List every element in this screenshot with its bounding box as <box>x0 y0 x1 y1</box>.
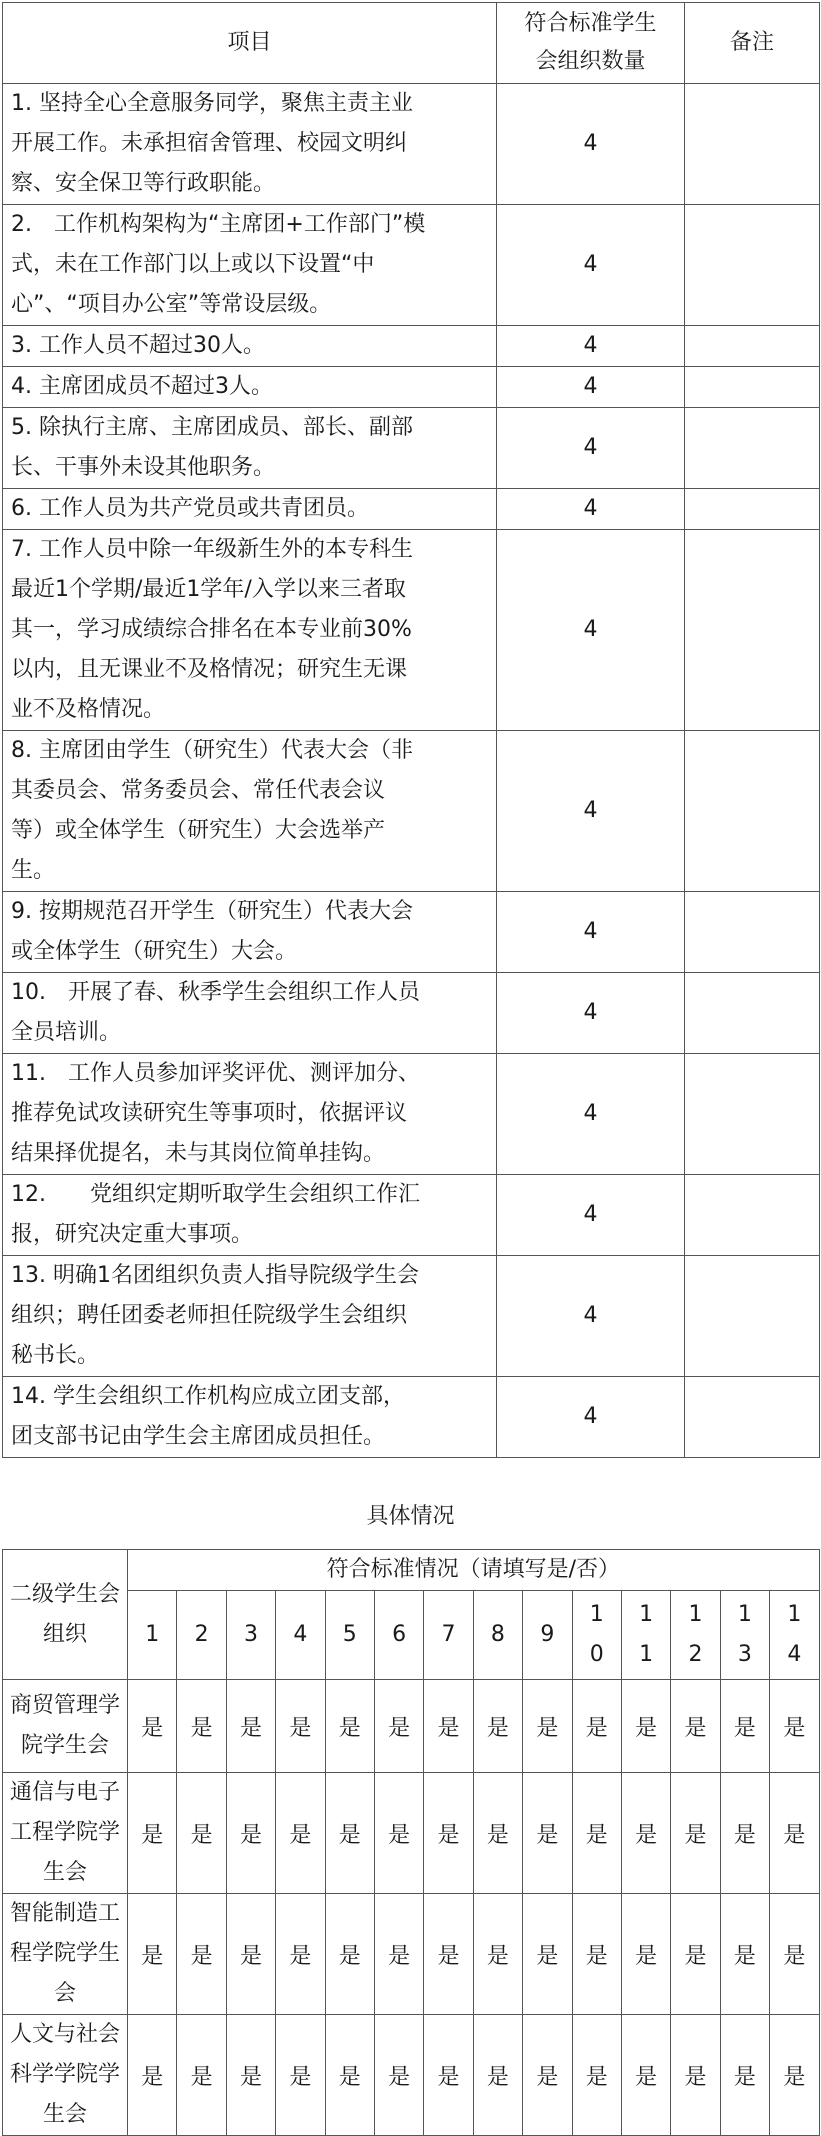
item-cell <box>3 1054 497 1175</box>
compliance-value: 是 <box>177 1680 226 1773</box>
item-text-line: 4. 主席团成员不超过3人。 <box>11 374 273 399</box>
item-text-line: 推荐免试攻读研究生等事项时，依据评议 <box>11 1101 408 1126</box>
criterion-number <box>572 1591 621 1680</box>
standards-row <box>3 892 820 973</box>
section-title: 具体情况 <box>366 1503 455 1529</box>
criterion-number <box>424 1591 473 1680</box>
org-name-line: 生会 <box>42 1860 87 1885</box>
compliance-value: 是 <box>374 1680 423 1773</box>
compliance-value: 是 <box>572 1773 621 1894</box>
item-text-line: 1. 坚持全心全意服务同学，聚焦主责主业 <box>11 91 413 116</box>
compliance-value: 是 <box>572 1894 621 2015</box>
compliance-value: 是 <box>621 1894 670 2015</box>
header-count-line-1: 符合标准学生 <box>524 11 657 36</box>
item-text-line: 12. 党组织定期听取学生会组织工作汇 <box>11 1182 420 1207</box>
item-text-line: 等）或全体学生（研究生）大会选举产 <box>11 818 386 843</box>
detail-header <box>3 1550 820 1680</box>
criterion-number <box>770 1591 820 1680</box>
item-text-line: 全员培训。 <box>11 1020 122 1045</box>
compliance-value: 是 <box>671 2015 720 2136</box>
org-name-line: 生会 <box>42 2102 87 2127</box>
count-cell: 4 <box>497 973 685 1054</box>
item-text-line: 11. 工作人员参加评奖评优、测评加分、 <box>11 1061 420 1086</box>
compliance-value: 是 <box>671 1773 720 1894</box>
compliance-value: 是 <box>770 1894 820 2015</box>
item-text-line: 其一，学习成绩综合排名在本专业前30% <box>11 617 412 642</box>
detail-row <box>3 1680 820 1773</box>
item-cell <box>3 1256 497 1377</box>
standards-row <box>3 1175 820 1256</box>
compliance-value: 是 <box>671 1894 720 2015</box>
compliance-value: 是 <box>374 1773 423 1894</box>
count-cell: 4 <box>497 84 685 205</box>
item-text-line: 7. 工作人员中除一年级新生外的本专科生 <box>11 537 413 562</box>
compliance-value: 是 <box>276 2015 325 2136</box>
compliance-value: 是 <box>770 1680 820 1773</box>
count-cell: 4 <box>497 367 685 408</box>
compliance-value: 是 <box>621 1680 670 1773</box>
item-text-line: 14. 学生会组织工作机构应成立团支部， <box>11 1384 405 1409</box>
item-text-line: 其委员会、常务委员会、常任代表会议 <box>11 778 386 803</box>
criterion-number-line: 2 <box>688 1642 703 1667</box>
compliance-value: 是 <box>523 1773 572 1894</box>
org-name-line: 通信与电子 <box>9 1780 120 1805</box>
item-cell <box>3 326 497 367</box>
standards-row <box>3 731 820 892</box>
item-text-line: 长、干事外未设其他职务。 <box>11 455 276 480</box>
item-cell <box>3 973 497 1054</box>
compliance-value: 是 <box>720 1680 769 1773</box>
item-cell <box>3 731 497 892</box>
header-count-line-2: 会组织数量 <box>535 49 646 74</box>
compliance-value: 是 <box>325 2015 374 2136</box>
org-name <box>3 1894 128 2015</box>
note-cell <box>685 973 820 1054</box>
item-text-line: 秘书长。 <box>11 1343 100 1368</box>
criterion-number <box>621 1591 670 1680</box>
criterion-number <box>671 1591 720 1680</box>
standards-row <box>3 408 820 489</box>
item-text-line: 10. 开展了春、秋季学生会组织工作人员 <box>11 980 420 1005</box>
note-cell <box>685 408 820 489</box>
standards-body <box>3 84 820 1458</box>
count-cell: 4 <box>497 731 685 892</box>
item-text-line: 团支部书记由学生会主席团成员担任。 <box>11 1424 386 1449</box>
compliance-value: 是 <box>523 2015 572 2136</box>
note-cell <box>685 205 820 326</box>
note-cell <box>685 84 820 205</box>
note-cell <box>685 326 820 367</box>
item-cell <box>3 1377 497 1458</box>
compliance-value: 是 <box>473 2015 522 2136</box>
item-cell <box>3 367 497 408</box>
count-cell: 4 <box>497 1054 685 1175</box>
criterion-number <box>177 1591 226 1680</box>
org-header-line: 二级学生会 <box>9 1581 120 1607</box>
count-cell: 4 <box>497 892 685 973</box>
criterion-number-line: 6 <box>392 1622 407 1647</box>
detail-row <box>3 1894 820 2015</box>
detail-row <box>3 2015 820 2136</box>
count-cell: 4 <box>497 205 685 326</box>
criterion-number <box>720 1591 769 1680</box>
item-text-line: 6. 工作人员为共产党员或共青团员。 <box>11 496 369 521</box>
item-cell <box>3 1175 497 1256</box>
compliance-value: 是 <box>720 1773 769 1894</box>
compliance-value: 是 <box>621 1773 670 1894</box>
standards-row <box>3 530 820 731</box>
item-text-line: 最近1个学期/最近1学年/入学以来三者取 <box>11 577 406 602</box>
compliance-value: 是 <box>226 1773 275 1894</box>
compliance-value: 是 <box>177 2015 226 2136</box>
compliance-value: 是 <box>473 1773 522 1894</box>
criterion-number-line: 4 <box>293 1622 308 1647</box>
item-text-line: 结果择优提名，未与其岗位简单挂钩。 <box>11 1141 386 1166</box>
criterion-number-line: 5 <box>342 1622 357 1647</box>
org-name-line: 智能制造工 <box>9 1901 120 1926</box>
item-text-line: 9. 按期规范召开学生（研究生）代表大会 <box>11 899 413 924</box>
standards-row <box>3 84 820 205</box>
note-cell <box>685 367 820 408</box>
compliance-value: 是 <box>720 2015 769 2136</box>
item-cell <box>3 489 497 530</box>
org-name-line: 商贸管理学 <box>9 1693 120 1718</box>
detail-body <box>3 1680 820 2136</box>
standards-row <box>3 367 820 408</box>
org-name-line: 会 <box>53 1981 76 2006</box>
item-cell <box>3 205 497 326</box>
criterion-number-line: 1 <box>639 1642 654 1667</box>
compliance-value: 是 <box>128 1894 177 2015</box>
compliance-value: 是 <box>572 2015 621 2136</box>
criterion-number-line: 1 <box>737 1602 752 1627</box>
org-name <box>3 1773 128 1894</box>
standards-row <box>3 205 820 326</box>
criteria-span-header: 符合标准情况（请填写是/否） <box>128 1550 820 1591</box>
criterion-number-line: 1 <box>787 1602 802 1627</box>
criterion-number <box>325 1591 374 1680</box>
count-cell: 4 <box>497 1175 685 1256</box>
note-cell <box>685 1175 820 1256</box>
criterion-number-line: 7 <box>441 1622 456 1647</box>
criterion-number <box>473 1591 522 1680</box>
detail-table <box>2 1549 820 2136</box>
criterion-number-line: 3 <box>737 1642 752 1667</box>
criterion-number-line: 8 <box>490 1622 505 1647</box>
detail-row <box>3 1773 820 1894</box>
compliance-value: 是 <box>424 1894 473 2015</box>
header-count <box>497 3 685 84</box>
item-text-line: 心”、“项目办公室”等常设层级。 <box>11 292 332 317</box>
criterion-number <box>276 1591 325 1680</box>
standards-table <box>2 2 820 1458</box>
standards-row <box>3 1377 820 1458</box>
criterion-number <box>374 1591 423 1680</box>
note-cell <box>685 530 820 731</box>
criterion-number-line: 1 <box>639 1602 654 1627</box>
criterion-number-line: 4 <box>787 1642 802 1667</box>
compliance-value: 是 <box>523 1894 572 2015</box>
compliance-value: 是 <box>177 1894 226 2015</box>
header-note: 备注 <box>685 3 820 84</box>
criterion-number <box>128 1591 177 1680</box>
note-cell <box>685 489 820 530</box>
item-text-line: 开展工作。未承担宿舍管理、校园文明纠 <box>11 131 408 156</box>
compliance-value: 是 <box>325 1894 374 2015</box>
criterion-number-line: 1 <box>145 1622 160 1647</box>
criterion-number <box>226 1591 275 1680</box>
criterion-number-line: 9 <box>540 1622 555 1647</box>
org-header-line: 组织 <box>42 1621 87 1647</box>
criterion-number-line: 1 <box>688 1602 703 1627</box>
compliance-value: 是 <box>226 1894 275 2015</box>
standards-row <box>3 1256 820 1377</box>
compliance-value: 是 <box>572 1680 621 1773</box>
item-cell <box>3 892 497 973</box>
note-cell <box>685 892 820 973</box>
item-cell <box>3 84 497 205</box>
compliance-value: 是 <box>424 2015 473 2136</box>
compliance-value: 是 <box>226 1680 275 1773</box>
item-cell <box>3 408 497 489</box>
item-text-line: 察、安全保卫等行政职能。 <box>11 171 276 196</box>
header-item: 项目 <box>3 3 497 84</box>
note-cell <box>685 1377 820 1458</box>
standards-row <box>3 326 820 367</box>
compliance-value: 是 <box>374 1894 423 2015</box>
detail-header-row <box>3 1550 820 1591</box>
compliance-value: 是 <box>177 1773 226 1894</box>
org-name-line: 程学院学生 <box>9 1941 120 1966</box>
item-text-line: 以内，且无课业不及格情况；研究生无课 <box>11 657 408 682</box>
compliance-value: 是 <box>325 1680 374 1773</box>
item-text-line: 3. 工作人员不超过30人。 <box>11 333 265 358</box>
compliance-value: 是 <box>276 1773 325 1894</box>
compliance-value: 是 <box>128 1680 177 1773</box>
org-name-line: 院学生会 <box>20 1733 109 1758</box>
compliance-value: 是 <box>473 1894 522 2015</box>
compliance-value: 是 <box>671 1680 720 1773</box>
criterion-number-line: 3 <box>243 1622 258 1647</box>
compliance-value: 是 <box>128 1773 177 1894</box>
note-cell <box>685 1256 820 1377</box>
count-cell: 4 <box>497 408 685 489</box>
compliance-value: 是 <box>276 1680 325 1773</box>
org-name-line: 人文与社会 <box>9 2022 120 2047</box>
compliance-value: 是 <box>473 1680 522 1773</box>
org-name-line: 工程学院学 <box>9 1820 120 1845</box>
count-cell: 4 <box>497 326 685 367</box>
item-cell <box>3 530 497 731</box>
org-name-line: 科学学院学 <box>9 2062 120 2087</box>
item-text-line: 2. 工作机构架构为“主席团+工作部门”模 <box>11 212 426 237</box>
count-cell: 4 <box>497 489 685 530</box>
compliance-value: 是 <box>325 1773 374 1894</box>
item-text-line: 报，研究决定重大事项。 <box>11 1222 254 1247</box>
compliance-value: 是 <box>770 1773 820 1894</box>
org-name <box>3 1680 128 1773</box>
item-text-line: 13. 明确1名团组织负责人指导院级学生会 <box>11 1263 419 1288</box>
count-cell: 4 <box>497 1377 685 1458</box>
item-text-line: 式，未在工作部门以上或以下设置“中 <box>11 252 375 277</box>
standards-row <box>3 973 820 1054</box>
compliance-value: 是 <box>128 2015 177 2136</box>
note-cell <box>685 1054 820 1175</box>
compliance-value: 是 <box>523 1680 572 1773</box>
compliance-value: 是 <box>424 1773 473 1894</box>
compliance-value: 是 <box>621 2015 670 2136</box>
org-header <box>3 1550 128 1680</box>
count-cell: 4 <box>497 530 685 731</box>
criterion-number-line: 0 <box>589 1642 604 1667</box>
count-cell: 4 <box>497 1256 685 1377</box>
criterion-number-line: 2 <box>194 1622 209 1647</box>
criterion-number <box>523 1591 572 1680</box>
standards-row <box>3 1054 820 1175</box>
item-text-line: 5. 除执行主席、主席团成员、部长、副部 <box>11 415 413 440</box>
item-text-line: 8. 主席团由学生（研究生）代表大会（非 <box>11 738 413 763</box>
item-text-line: 组织；聘任团委老师担任院级学生会组织 <box>11 1303 408 1328</box>
compliance-value: 是 <box>770 2015 820 2136</box>
compliance-value: 是 <box>276 1894 325 2015</box>
compliance-value: 是 <box>226 2015 275 2136</box>
note-cell <box>685 731 820 892</box>
item-text-line: 业不及格情况。 <box>11 697 166 722</box>
item-text-line: 或全体学生（研究生）大会。 <box>11 939 298 964</box>
item-text-line: 生。 <box>11 858 56 883</box>
standards-row <box>3 489 820 530</box>
compliance-value: 是 <box>374 2015 423 2136</box>
criterion-number-line: 1 <box>589 1602 604 1627</box>
standards-header-row <box>3 3 820 84</box>
compliance-value: 是 <box>720 1894 769 2015</box>
compliance-value: 是 <box>424 1680 473 1773</box>
org-name <box>3 2015 128 2136</box>
